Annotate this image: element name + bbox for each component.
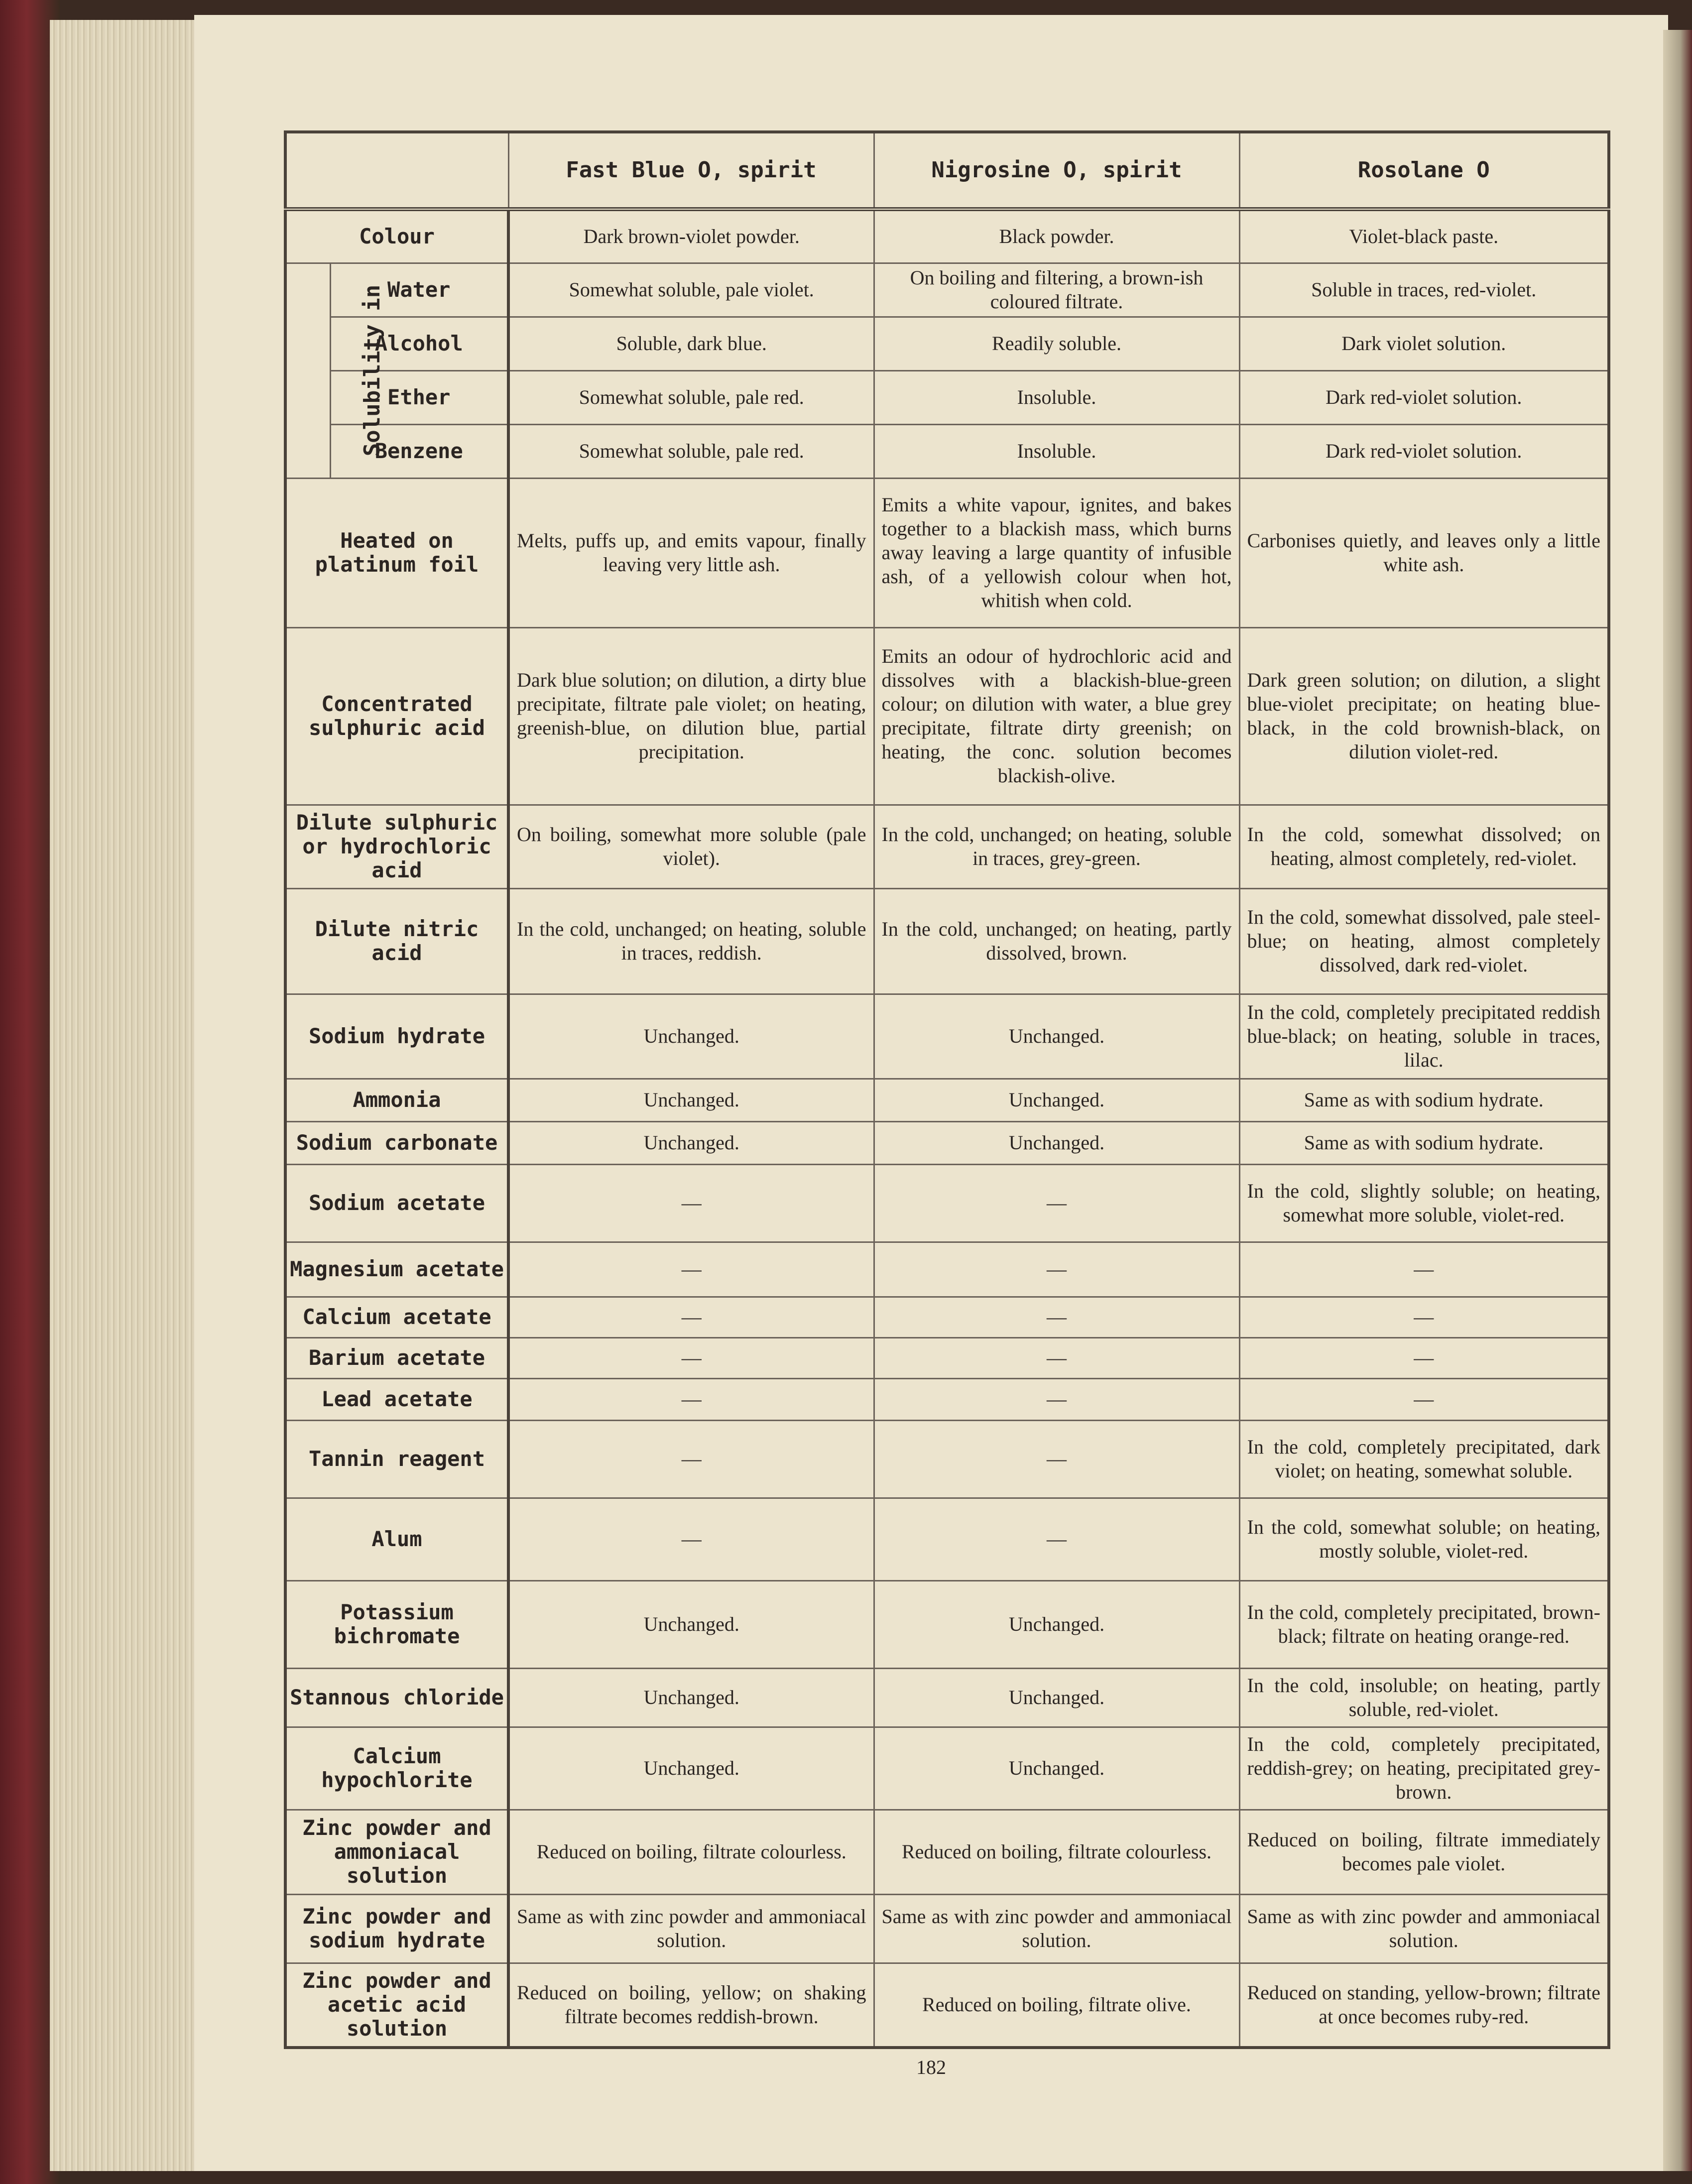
- cell-rosolane: Same as with sodium hydrate.: [1239, 1079, 1609, 1121]
- cell-rosolane: Dark violet solution.: [1239, 317, 1609, 370]
- cell-fast-blue: Dark brown-violet powder.: [508, 209, 874, 263]
- row-label: Alum: [285, 1498, 508, 1580]
- cell-nigrosine: In the cold, unchanged; on heating, partly dissolved, brown.: [874, 888, 1239, 994]
- cell-rosolane: In the cold, somewhat soluble; on heating, mostly soluble, violet-red.: [1239, 1498, 1609, 1580]
- table-row: [285, 1668, 1609, 1727]
- cell-nigrosine: Unchanged.: [874, 1668, 1239, 1727]
- cell-rosolane: —: [1239, 1297, 1609, 1337]
- table-row: [285, 805, 1609, 888]
- cell-fast-blue: —: [508, 1378, 874, 1420]
- cell-nigrosine: —: [874, 1420, 1239, 1498]
- row-label: Potassium bichromate: [285, 1580, 508, 1668]
- cell-nigrosine: Unchanged.: [874, 994, 1239, 1079]
- cell-rosolane: In the cold, completely precipitated, dark violet; on heating, somewhat soluble.: [1239, 1420, 1609, 1498]
- cell-rosolane: Soluble in traces, red-violet.: [1239, 263, 1609, 317]
- cell-fast-blue: —: [508, 1498, 874, 1580]
- cell-nigrosine: Unchanged.: [874, 1580, 1239, 1668]
- cell-fast-blue: Reduced on boiling, yellow; on shaking filtrate becomes reddish-brown.: [508, 1963, 874, 2048]
- table-row: [285, 1378, 1609, 1420]
- cell-nigrosine: Unchanged.: [874, 1079, 1239, 1121]
- row-label: Sodium carbonate: [285, 1121, 508, 1164]
- cell-fast-blue: Reduced on boiling, filtrate colourless.: [508, 1810, 874, 1894]
- header-blank: [285, 132, 508, 209]
- table-row: [285, 1727, 1609, 1810]
- page-number: 182: [916, 2056, 946, 2078]
- table-row: [285, 209, 1609, 263]
- cell-nigrosine: Unchanged.: [874, 1727, 1239, 1810]
- row-label: Colour: [285, 209, 508, 263]
- cell-nigrosine: Readily soluble.: [874, 317, 1239, 370]
- cell-fast-blue: Melts, puffs up, and emits vapour, finally leaving very little ash.: [508, 478, 874, 627]
- cell-fast-blue: Unchanged.: [508, 1121, 874, 1164]
- table-row: [285, 627, 1609, 805]
- cell-rosolane: Dark red-violet solution.: [1239, 424, 1609, 478]
- row-label: Zinc powder and sodium hydrate: [285, 1894, 508, 1963]
- cell-fast-blue: Unchanged.: [508, 1079, 874, 1121]
- row-label: Zinc powder and ammoniacal solution: [285, 1810, 508, 1894]
- cell-fast-blue: —: [508, 1297, 874, 1337]
- cell-fast-blue: On boiling, somewhat more soluble (pale violet).: [508, 805, 874, 888]
- cell-nigrosine: Insoluble.: [874, 370, 1239, 424]
- row-label: Magnesium acetate: [285, 1242, 508, 1297]
- table-row: [285, 370, 1609, 424]
- reaction-table-wrapper: [284, 130, 1607, 2041]
- cell-rosolane: Dark red-violet solution.: [1239, 370, 1609, 424]
- row-label: Dilute sulphuric or hydrochloric acid: [285, 805, 508, 888]
- table-row: [285, 1498, 1609, 1580]
- cell-rosolane: —: [1239, 1242, 1609, 1297]
- cell-rosolane: Carbonises quietly, and leaves only a little white ash.: [1239, 478, 1609, 627]
- cell-nigrosine: —: [874, 1378, 1239, 1420]
- row-label: Zinc powder and acetic acid solution: [285, 1963, 508, 2048]
- row-label: Stannous chloride: [285, 1668, 508, 1727]
- table-row: [285, 263, 1609, 317]
- cell-nigrosine: Black powder.: [874, 209, 1239, 263]
- cell-rosolane: In the cold, completely precipitated, reddish-grey; on heating, precipitated grey-brown.: [1239, 1727, 1609, 1810]
- row-label: Ammonia: [285, 1079, 508, 1121]
- header-row: [285, 132, 1609, 209]
- cell-rosolane: Reduced on boiling, filtrate immediately becomes pale violet.: [1239, 1810, 1609, 1894]
- table-row: [285, 994, 1609, 1079]
- table-row: [285, 1079, 1609, 1121]
- cell-fast-blue: Unchanged.: [508, 994, 874, 1079]
- cell-fast-blue: Somewhat soluble, pale red.: [508, 370, 874, 424]
- cell-fast-blue: Unchanged.: [508, 1727, 874, 1810]
- table-row: [285, 1297, 1609, 1337]
- row-label: Sodium acetate: [285, 1164, 508, 1242]
- cell-rosolane: In the cold, somewhat dissolved, pale steel-blue; on heating, almost completely dissolved, dark red-violet.: [1239, 888, 1609, 994]
- column-header-nigrosine: Nigrosine O, spirit: [874, 132, 1239, 209]
- cell-fast-blue: —: [508, 1164, 874, 1242]
- row-label: Dilute nitric acid: [285, 888, 508, 994]
- cell-nigrosine: Emits an odour of hydrochloric acid and dissolves with a blackish-blue-green colour; on dilution with water, a blue grey precipitate, filtrate dirty greenish; on heating, the conc. solution becomes blackish-olive.: [874, 627, 1239, 805]
- row-label: Water: [330, 263, 508, 317]
- cell-nigrosine: On boiling and filtering, a brown-ish coloured filtrate.: [874, 263, 1239, 317]
- cell-rosolane: In the cold, insoluble; on heating, partly soluble, red-violet.: [1239, 1668, 1609, 1727]
- row-label: Alcohol: [330, 317, 508, 370]
- row-label: Heated on platinum foil: [285, 478, 508, 627]
- cell-nigrosine: Reduced on boiling, filtrate olive.: [874, 1963, 1239, 2048]
- table-row: [285, 1242, 1609, 1297]
- cell-fast-blue: —: [508, 1242, 874, 1297]
- row-label: Calcium hypochlorite: [285, 1727, 508, 1810]
- cell-nigrosine: Insoluble.: [874, 424, 1239, 478]
- row-label: Barium acetate: [285, 1337, 508, 1378]
- cell-nigrosine: Reduced on boiling, filtrate colourless.: [874, 1810, 1239, 1894]
- table-row: [285, 478, 1609, 627]
- cell-rosolane: In the cold, completely precipitated, brown-black; filtrate on heating orange-red.: [1239, 1580, 1609, 1668]
- cell-fast-blue: Unchanged.: [508, 1580, 874, 1668]
- cell-nigrosine: —: [874, 1498, 1239, 1580]
- row-label: Sodium hydrate: [285, 994, 508, 1079]
- table-row: [285, 1580, 1609, 1668]
- table-row: [285, 1164, 1609, 1242]
- cell-fast-blue: Same as with zinc powder and ammoniacal solution.: [508, 1894, 874, 1963]
- table-row: [285, 1337, 1609, 1378]
- cell-fast-blue: Somewhat soluble, pale violet.: [508, 263, 874, 317]
- row-label: Lead acetate: [285, 1378, 508, 1420]
- table-row: [285, 1810, 1609, 1894]
- cell-rosolane: In the cold, somewhat dissolved; on heating, almost completely, red-violet.: [1239, 805, 1609, 888]
- table-row: [285, 424, 1609, 478]
- cell-rosolane: Reduced on standing, yellow-brown; filtrate at once becomes ruby-red.: [1239, 1963, 1609, 2048]
- cell-fast-blue: Dark blue solution; on dilution, a dirty blue precipitate, filtrate pale violet; on heating, greenish-blue, on dilution blue, partial precipitation.: [508, 627, 874, 805]
- cell-rosolane: In the cold, slightly soluble; on heating, somewhat more soluble, violet-red.: [1239, 1164, 1609, 1242]
- cell-rosolane: Violet-black paste.: [1239, 209, 1609, 263]
- cell-nigrosine: —: [874, 1242, 1239, 1297]
- table-row: [285, 1963, 1609, 2048]
- cell-fast-blue: —: [508, 1337, 874, 1378]
- cell-rosolane: —: [1239, 1378, 1609, 1420]
- cell-fast-blue: —: [508, 1420, 874, 1498]
- cell-nigrosine: —: [874, 1337, 1239, 1378]
- row-label: Benzene: [330, 424, 508, 478]
- table-row: [285, 1420, 1609, 1498]
- cell-fast-blue: Somewhat soluble, pale red.: [508, 424, 874, 478]
- cell-nigrosine: —: [874, 1164, 1239, 1242]
- cell-rosolane: Same as with sodium hydrate.: [1239, 1121, 1609, 1164]
- row-label: Ether: [330, 370, 508, 424]
- cell-nigrosine: Unchanged.: [874, 1121, 1239, 1164]
- cell-rosolane: Dark green solution; on dilution, a slight blue-violet precipitate; on heating blue-black, in the cold brownish-black, on dilution violet-red.: [1239, 627, 1609, 805]
- column-header-rosolane: Rosolane O: [1239, 132, 1609, 209]
- reaction-table: [284, 130, 1610, 2049]
- cell-rosolane: Same as with zinc powder and ammoniacal solution.: [1239, 1894, 1609, 1963]
- cell-nigrosine: —: [874, 1297, 1239, 1337]
- cell-nigrosine: Same as with zinc powder and ammoniacal solution.: [874, 1894, 1239, 1963]
- page-fold: [1663, 30, 1692, 2171]
- cell-fast-blue: In the cold, unchanged; on heating, soluble in traces, reddish.: [508, 888, 874, 994]
- cell-nigrosine: In the cold, unchanged; on heating, soluble in traces, grey-green.: [874, 805, 1239, 888]
- cell-rosolane: —: [1239, 1337, 1609, 1378]
- row-label: Calcium acetate: [285, 1297, 508, 1337]
- page-stack: [50, 20, 199, 2171]
- column-header-fast-blue: Fast Blue O, spirit: [508, 132, 874, 209]
- solubility-group-label: Solubility in: [285, 263, 330, 478]
- table-row: [285, 1894, 1609, 1963]
- cell-fast-blue: Soluble, dark blue.: [508, 317, 874, 370]
- table-row: [285, 888, 1609, 994]
- table-row: [285, 1121, 1609, 1164]
- row-label: Concentrated sulphuric acid: [285, 627, 508, 805]
- cell-fast-blue: Unchanged.: [508, 1668, 874, 1727]
- cell-rosolane: In the cold, completely precipitated reddish blue-black; on heating, soluble in traces, lilac.: [1239, 994, 1609, 1079]
- row-label: Tannin reagent: [285, 1420, 508, 1498]
- table-row: [285, 317, 1609, 370]
- cell-nigrosine: Emits a white vapour, ignites, and bakes together to a blackish mass, which burns away leaving a large quantity of infusible ash, of a yellowish colour when hot, whitish when cold.: [874, 478, 1239, 627]
